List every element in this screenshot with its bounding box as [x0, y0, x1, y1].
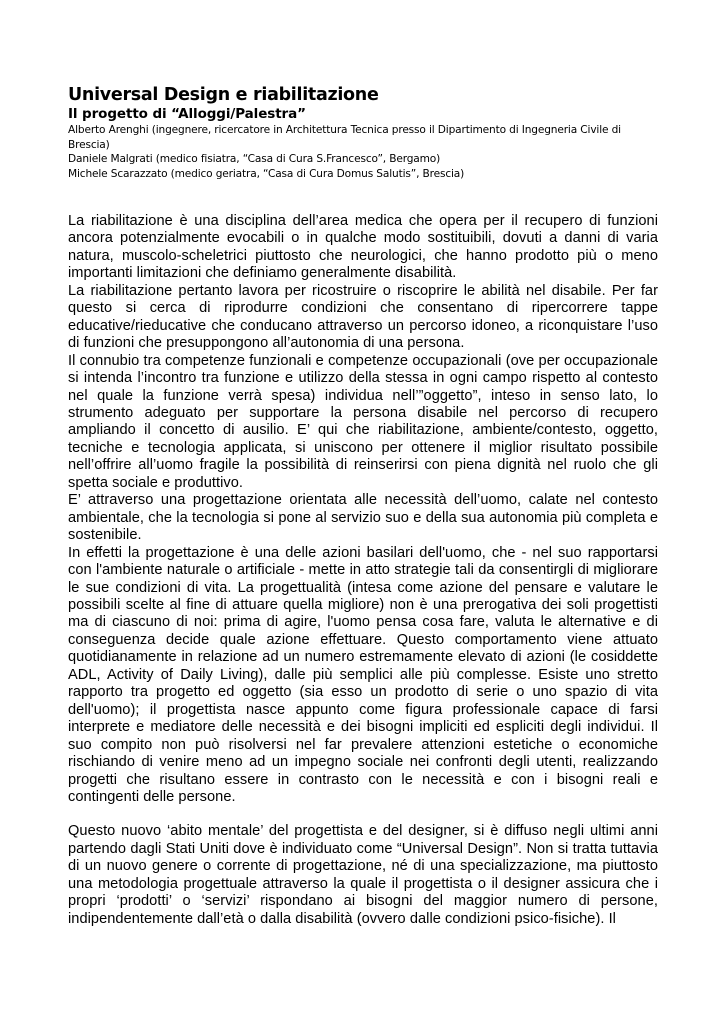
- author-line-scarazzato: Michele Scarazzato (medico geriatra, “Casa di Cura Domus Salutis”, Brescia): [68, 167, 465, 180]
- document-title: Universal Design e riabilitazione: [68, 85, 379, 105]
- paragraph: Il connubio tra competenze funzionali e competenze occupazionali (ove per occupazionale si intenda l’incontro tra funzione e utilizzo della stessa in ogni campo rispetto al contesto nel quale la funzione verrà spesa) individua nell’”oggetto”, inteso in senso lato, lo strumento adeguato per supportare la persona disabile nel percorso di recupero ampliando il concetto di ausilio. E’ qui che riabilitazione, ambiente/contesto, oggetto, tecniche e tecnologia applicata, si uniscono per ottenere il miglior risultato possibile nell’offrire all’uomo fragile la possibilità di reinserirsi con piena dignità nel ruolo che gli spetta sociale e produttivo.: [68, 352, 658, 491]
- paragraph: Questo nuovo ‘abito mentale’ del progettista e del designer, si è diffuso negli ultimi anni partendo dagli Stati Uniti dove è individuato come “Universal Design”. Non si tratta tuttavia di un nuovo genere o corrente di progettazione, né di una specializzazione, ma piuttosto una metodologia progettuale attraverso la quale il progettista o il designer assicura che i propri ‘prodotti’ o ‘servizi’ rispondano ai bisogni del maggior numero di persone, indipendentemente dall’età o dalla disabilità (ovvero dalle condizioni psico-fisiche). Il: [68, 823, 658, 927]
- paragraph: La riabilitazione è una disciplina dell’area medica che opera per il recupero di funzioni ancora potenzialmente evocabili o in qualche modo sostituibili, dovuti a danni di varia natura, muscolo-scheletrici piuttosto che neurologici, che hanno prodotto più o meno importanti limitazioni che definiamo generalmente disabilità.: [68, 213, 658, 282]
- authors-block: [68, 123, 658, 181]
- paragraph: In effetti la progettazione è una delle azioni basilari dell'uomo, che - nel suo rapportarsi con l'ambiente naturale o artificiale - mette in atto strategie tali da consentirgli di migliorare le sue condizioni di vita. La progettualità (intesa come azione del pensare e valutare le possibili scelte al fine di attuare quella migliore) non è una prerogativa dei soli progettisti ma di ciascuno di noi: prima di agire, l'uomo pensa cosa fare, valuta le alternative e di conseguenza decide quale azione effettuare. Questo comportamento viene attuato quotidianamente in relazione ad un numero estremamente elevato di azioni (le cosiddette ADL, Activity of Daily Living), dalle più semplici alle più complesse. Esiste uno stretto rapporto tra progetto ed oggetto (sia esso un prodotto di serie o uno spazio di vita dell'uomo); il progettista nasce appunto come figura professionale capace di farsi interprete e mediatore delle necessità e dei bisogni impliciti ed espliciti degli individui. Il suo compito non può risolversi nel far prevalere attenzioni estetiche o economiche rischiando di venire meno ad un impegno sociale nei confronti degli utenti, realizzando progetti che risultano essere in contrasto con le necessità e con i bisogni reali e contingenti delle persone.: [68, 544, 658, 805]
- body-text: [68, 213, 658, 928]
- author-line-malgrati: Daniele Malgrati (medico fisiatra, “Casa di Cura S.Francesco”, Bergamo): [68, 153, 441, 165]
- paragraph: La riabilitazione pertanto lavora per ricostruire o riscoprire le abilità nel disabile. Per far questo si cerca di riprodurre condizioni che consentano di ripercorrere tappe educative/rieducative che conducano attraverso un percorso idoneo, a riconquistare l’uso di funzioni che presuppongono all’autonomia di una persona.: [68, 282, 658, 352]
- document-subtitle: Il progetto di “Alloggi/Palestra”: [68, 106, 306, 122]
- document-page: [68, 84, 658, 928]
- paragraph: E’ attraverso una progettazione orientata alle necessità dell’uomo, calate nel contesto ambientale, che la tecnologia si pone al servizio suo e della sua autonomia più completa e sostenibile.: [68, 492, 658, 544]
- author-line-arenghi: Alberto Arenghi (ingegnere, ricercatore in Architettura Tecnica presso il Dipartimento di Ingegneria Civile di Brescia): [68, 124, 621, 151]
